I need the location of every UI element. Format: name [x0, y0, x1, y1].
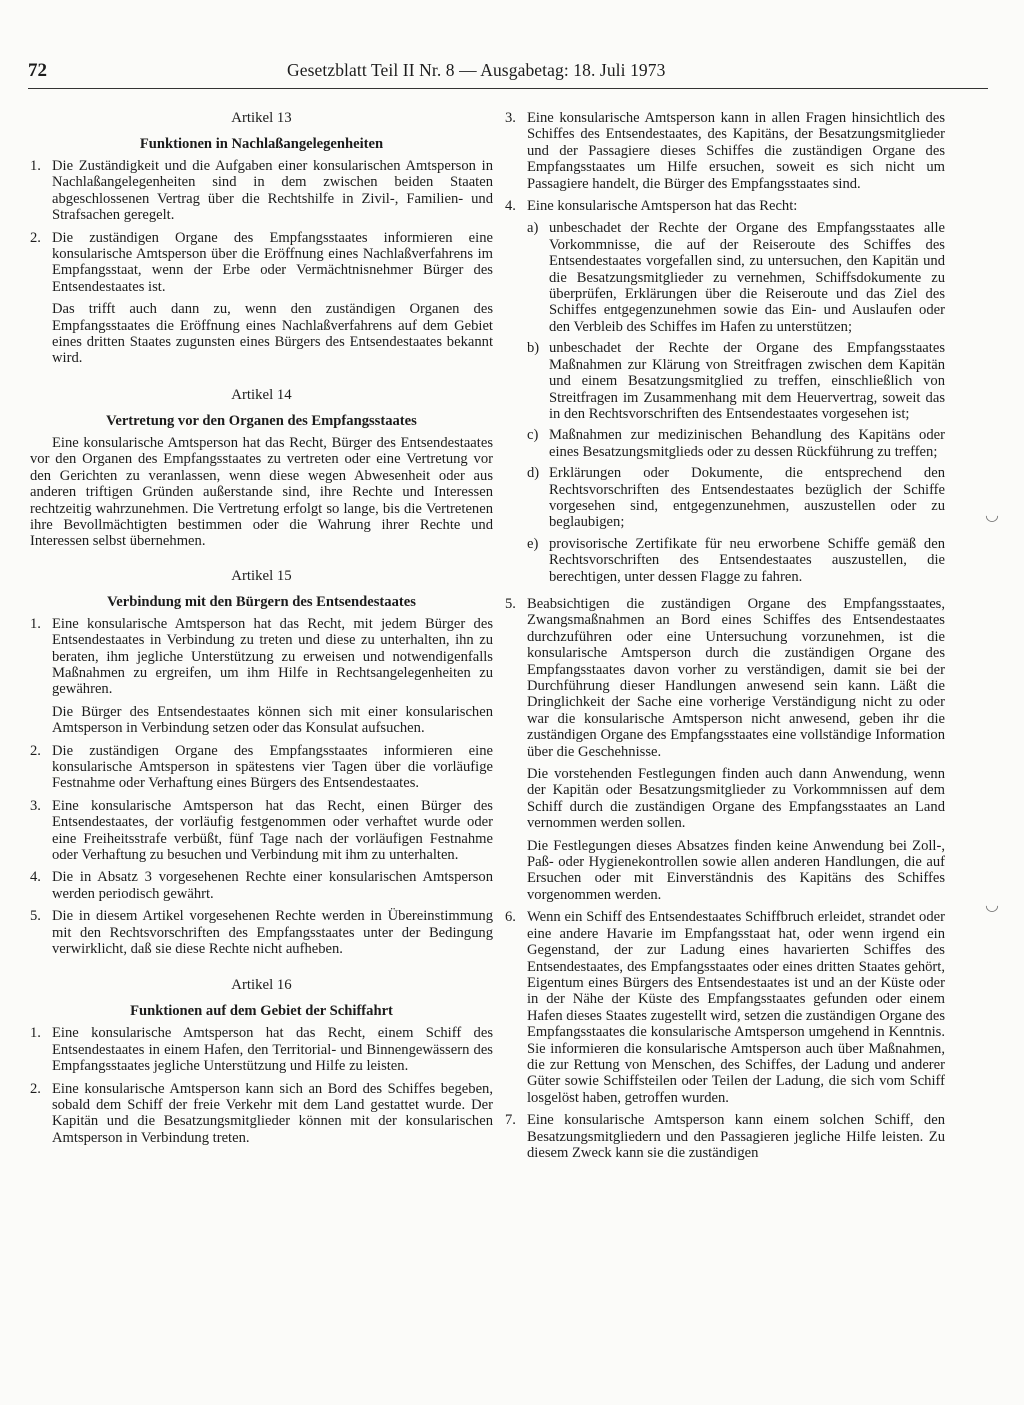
sub-item-e: [527, 536, 945, 585]
article-16-item-5: [505, 596, 945, 903]
sub-item-label: c): [527, 427, 539, 444]
article-16-item-4: [505, 198, 945, 590]
item-number: 2.: [30, 229, 41, 246]
article-14-heading: Vertretung vor den Organen des Empfangsstaates: [106, 412, 417, 429]
sub-item-text: Maßnahmen zur medizinischen Behandlung des Kapitäns oder eines Besatzungsmitglieds oder zu dessen Rückführung zu treffen;: [549, 427, 945, 460]
sub-item-c: [527, 427, 945, 460]
sub-item-text: Erklärungen oder Dokumente, die entsprechend den Rechtsvorschriften des Entsendestaates bezüglich der Schiffe vorgesehen sind, entgegenzunehmen, auszustellen oder zu beglaubigen;: [549, 465, 945, 531]
item-text: Eine konsularische Amtsperson hat das Recht:: [527, 198, 798, 215]
item-text-continued: Die Bürger des Entsendestaates können sich mit einer konsularischen Amtsperson in Verbindung setzen oder das Konsulat aufsuchen.: [52, 703, 493, 737]
item-number: 2.: [30, 742, 41, 759]
article-16-title: Artikel 16: [231, 977, 292, 994]
item-text: Die Zuständigkeit und die Aufgaben einer konsularischen Amtsperson in Nachlaßangelegenheiten sind in dem zwischen beiden Staaten abgeschlossenen Vertrag über die Rechtshilfe in Zivil-, Familien- und Strafsachen geregelt.: [52, 158, 493, 224]
page-number: 72: [28, 60, 47, 81]
item-number: 1.: [30, 615, 41, 632]
item-number: 5.: [505, 595, 516, 612]
article-14-title: Artikel 14: [231, 386, 292, 403]
article-16-item-1: [30, 1025, 493, 1074]
running-title: Gesetzblatt Teil II Nr. 8 — Ausgabetag: 18. Juli 1973: [287, 60, 666, 80]
item-number: 7.: [505, 1112, 516, 1129]
item-number: 5.: [30, 908, 41, 925]
sub-item-b: [527, 340, 945, 422]
left-column: [30, 110, 493, 1152]
article-15-item-2: [30, 743, 493, 792]
item-number: 4.: [30, 869, 41, 886]
article-15-heading: Verbindung mit den Bürgern des Entsendestaates: [107, 593, 416, 610]
right-column: [505, 110, 945, 1167]
sub-item-text: unbeschadet der Rechte der Organe des Empfangsstaates alle Vorkommnisse, die auf der Reiseroute des Schiffes des Entsendestaates vorgefallen sind, zu untersuchen, den Kapitän und die Besatzungsmitglieder zu vernehmen, Schiffsdokumente zu überprüfen, Erklärungen über die Reiseroute und das Ziel des Schiffes entgegenzunehmen sowie das Ein- und Auslaufen oder den Verbleib des Schiffes im Hafen zu unterstützen;: [549, 220, 945, 335]
article-15-item-5: [30, 908, 493, 957]
item-text: Eine konsularische Amtsperson hat das Recht, mit jedem Bürger des Entsendestaates in Verbindung zu treten und diese zu unterhalten, ihn zu beraten, ihm jegliche Unterstützung zu erweisen und notwendigenfalls Maßnahmen zu ergreifen, um ihm Hilfe in Rechtsangelegenheiten zu gewähren.: [52, 615, 493, 698]
article-14-text: Eine konsularische Amtsperson hat das Recht, Bürger des Entsendestaates vor den Organen des Empfangsstaates zu vertreten oder eine Vertretung vor den Gerichten zu veranlassen, wenn diese wegen Abwesenheit oder aus anderen triftigen Gründen außerstande sind, ihre Rechte und Interessen rechtzeitig wahrzunehmen. Die Vertretung erfolgt so lange, bis die Vertretenen ihre Bevollmächtigten bestimmen oder die Wahrung ihrer Rechte und Interessen selbst übernehmen.: [30, 434, 493, 550]
item-text: Die zuständigen Organe des Empfangsstaates informieren eine konsularische Amtsperson über die Eröffnung eines Nachlaßverfahrens im Empfangsstaat, wenn der Erbe oder Vermächtnisnehmer Bürger des Entsendestaates ist.: [52, 229, 493, 295]
article-13-heading: Funktionen in Nachlaßangelegenheiten: [139, 136, 384, 152]
article-15-title: Artikel 15: [231, 567, 292, 584]
item-text: Die zuständigen Organe des Empfangsstaates informieren eine konsularische Amtsperson in spätestens vier Tagen über die vorläufige Festnahme oder Verhaftung eines Bürgers des Entsendestaates.: [52, 742, 493, 792]
sub-item-d: [527, 465, 945, 531]
item-text-continued: Die vorstehenden Festlegungen finden auch dann Anwendung, wenn der Kapitän oder Besatzungsmitglieder zu Vorkommnissen auf dem Schiff durch die zuständigen Organe des Empfangsstaates an Land vernommen werden sollen.: [527, 766, 945, 832]
article-16-item-3: [505, 110, 945, 192]
item-number: 1.: [30, 158, 41, 174]
item-number: 2.: [30, 1080, 41, 1097]
article-13-title: Artikel 13: [231, 110, 292, 126]
article-15-item-3: [30, 798, 493, 864]
item-text: Eine konsularische Amtsperson kann sich an Bord des Schiffes begeben, sobald dem Schiff der freie Verkehr mit dem Land gestattet wurde. Der Kapitän und die Besatzungsmitglieder können mit der konsularischen Amtsperson in Verbindung treten.: [52, 1080, 493, 1146]
margin-mark: ◡: [985, 897, 999, 914]
item-text: Eine konsularische Amtsperson hat das Recht, einen Bürger des Entsendestaates, der vorläufig festgenommen oder verhaftet wurde oder eine Freiheitsstrafe verbüßt, fünf Tage nach der vorläufigen Festnahme oder Verhaftung zu besuchen und Verbindung mit ihm zu unterhalten.: [52, 797, 493, 863]
article-16-item-2: [30, 1081, 493, 1147]
item-text: Die in diesem Artikel vorgesehenen Rechte werden in Übereinstimmung mit den Rechtsvorschriften des Empfangsstaates unter der Bedingung verwirklicht, daß sie diese Rechte nicht aufheben.: [52, 908, 493, 958]
sub-item-text: provisorische Zertifikate für neu erworbene Schiffe gemäß den Rechtsvorschriften des Entsendestaates auszustellen, die berechtigen, unter dessen Flagge zu fahren.: [549, 535, 945, 585]
sub-item-a: [527, 220, 945, 335]
item-text: Eine konsularische Amtsperson hat das Recht, einem Schiff des Entsendestaates in einem Hafen, den Territorial- und Binnengewässern des Empfangsstaates jegliche Unterstützung und Hilfe zu leisten.: [52, 1025, 493, 1075]
article-15-item-4: [30, 869, 493, 902]
item-text-continued: Das trifft auch dann zu, wenn den zuständigen Organen des Empfangsstaates die Eröffnung eines Nachlaßverfahrens auf dem Gebiet eines dritten Staates zugunsten eines Bürgers des Entsendestaates bekannt wird.: [52, 301, 493, 367]
sub-item-text: unbeschadet der Rechte der Organe des Empfangsstaates Maßnahmen zur Klärung von Streitfragen zwischen dem Kapitän und einem Besatzungsmitglied zu treffen, einschließlich von Streitfragen im Zusammenhang mit dem Heuervertrag, soweit das in den Rechtsvorschriften des Entsendestaates vorgesehen ist;: [549, 340, 945, 422]
sub-item-label: e): [527, 535, 539, 552]
sub-item-label: d): [527, 465, 540, 482]
margin-mark: ◡: [985, 507, 999, 524]
item-number: 6.: [505, 909, 516, 926]
page-header: [28, 58, 988, 89]
item-text: Die in Absatz 3 vorgesehenen Rechte einer konsularischen Amtsperson werden periodisch gewährt.: [52, 869, 493, 902]
sub-item-label: a): [527, 220, 539, 237]
item-number: 1.: [30, 1025, 41, 1042]
item-number: 4.: [505, 198, 516, 215]
item-number: 3.: [505, 110, 516, 126]
item-text: Eine konsularische Amtsperson kann in allen Fragen hinsichtlich des Schiffes des Entsendestaates, des Kapitäns, der Besatzungsmitglieder und der Passagiere dieses Schiffes die zuständigen Organe des Empfangsstaates um Hilfe ersuchen, soweit es sich nicht um Passagiere handelt, die Bürger des Empfangsstaates sind.: [527, 110, 945, 192]
article-16-heading: Funktionen auf dem Gebiet der Schiffahrt: [130, 1003, 393, 1020]
sub-item-label: b): [527, 340, 540, 357]
item-text: Beabsichtigen die zuständigen Organe des Empfangsstaates, Zwangsmaßnahmen an Bord eines Schiffes des Entsendestaates durchzuführen oder eine Untersuchung vorzunehmen, ist die konsularische Amtsperson durch die zuständigen Organe des Empfangsstaates davon vorher zu verständigen, damit sie bei der Durchführung dieser Handlungen anwesend sein kann. Läßt die Dringlichkeit der Sache eine vorherige Verständigung nicht zu oder war die konsularische Amtsperson nicht anwesend, geben ihr die zuständigen Organe des Empfangsstaates eine vollständige Information über die Geschehnisse.: [527, 595, 945, 760]
article-13-item-2: [30, 230, 493, 367]
article-15-item-1: [30, 616, 493, 737]
item-text: Wenn ein Schiff des Entsendestaates Schiffbruch erleidet, strandet oder eine andere Havarie im Empfangsstaat hat, oder wenn irgend ein Gegenstand, der zur Ladung eines havarierten Schiffes des Entsendestaates, des Empfangsstaates oder eines dritten Staates gehört, Eigentum eines Bürgers des Entsendestaates ist und an der Küste oder in der Nähe der Küste des Empfangsstaates gefunden oder einem Hafen dieses Staates zugestellt wird, setzen die zuständigen Organe des Empfangsstaates die konsularische Amtsperson umgehend in Kenntnis. Sie informieren die konsularische Amtsperson auch über Maßnahmen, die zur Rettung von Menschen, des Schiffes, der Ladung und anderer Güter sowie Schiffsteilen oder Teilen der Ladung, die sich vom Schiff losgelöst haben, getroffen wurden.: [527, 909, 945, 1106]
article-16-item-7: [505, 1112, 945, 1161]
item-text-continued-2: Die Festlegungen dieses Absatzes finden keine Anwendung bei Zoll-, Paß- oder Hygienekontrollen sowie allen anderen Handlungen, die auf Ersuchen oder mit Einverständnis des Kapitäns des Schiffes vorgenommen werden.: [527, 837, 945, 903]
article-13-item-1: [30, 158, 493, 224]
item-text: Eine konsularische Amtsperson kann einem solchen Schiff, den Besatzungsmitgliedern und den Passagieren jegliche Hilfe leisten. Zu diesem Zweck kann sie die zuständigen: [527, 1112, 945, 1161]
article-16-item-6: [505, 909, 945, 1106]
item-number: 3.: [30, 797, 41, 814]
